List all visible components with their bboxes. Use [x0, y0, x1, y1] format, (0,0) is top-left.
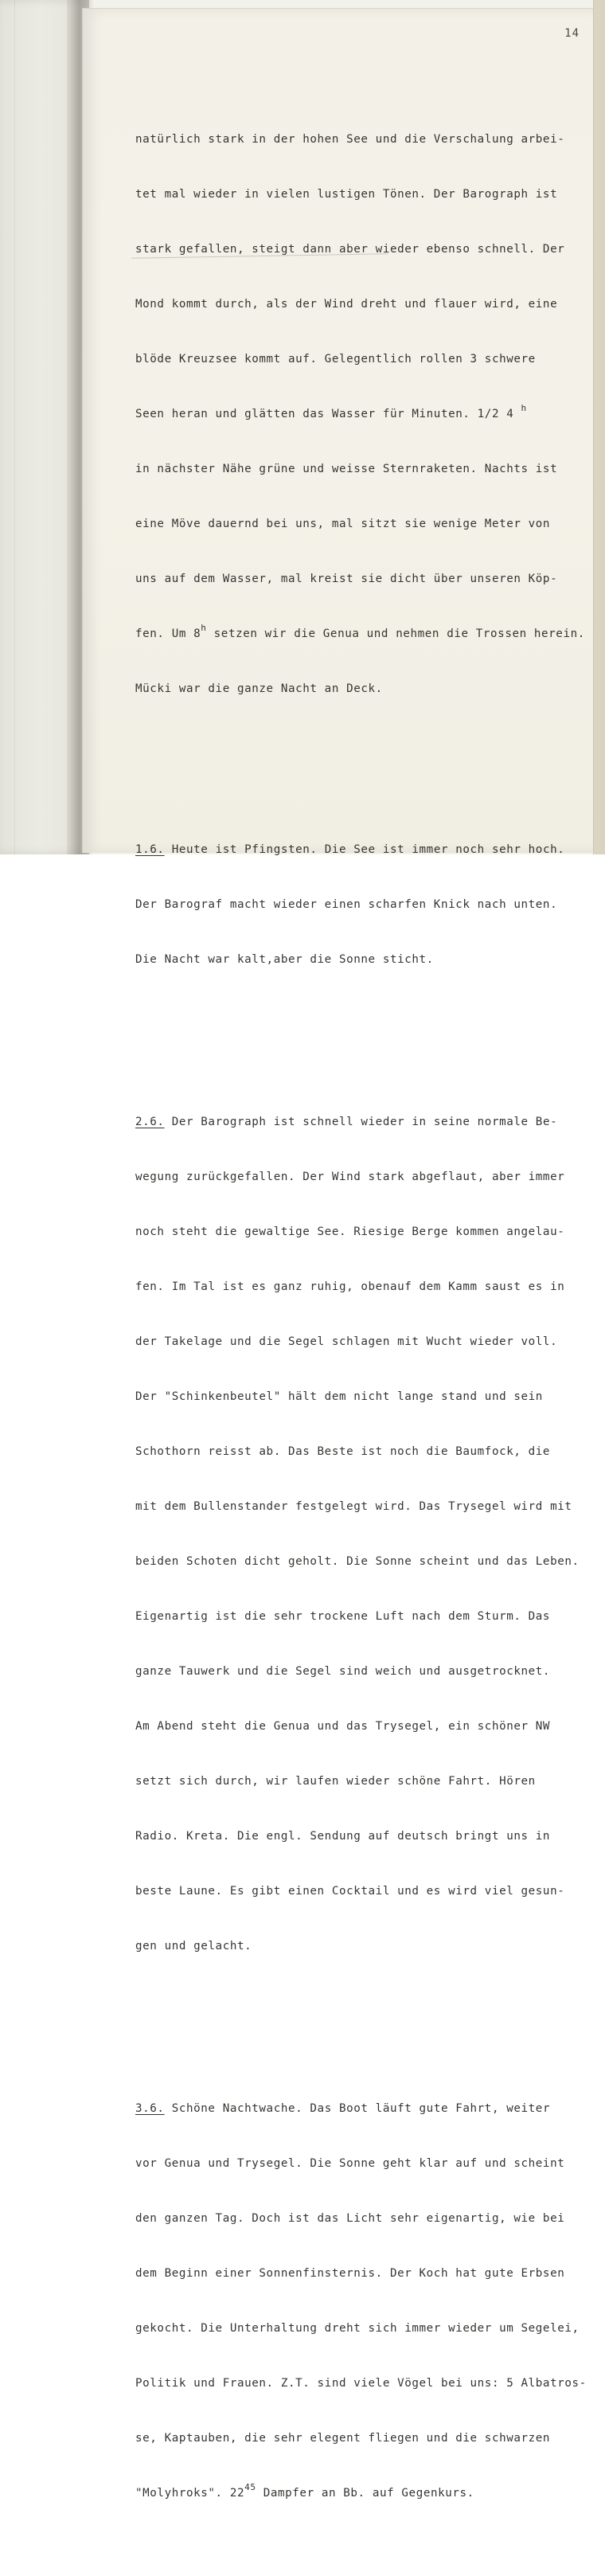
entry-first-line: [135, 2100, 581, 2118]
diary-entry-1-6: [135, 804, 581, 1006]
text-fragment: Dampfer an Bb. auf Gegenkurs.: [256, 2487, 474, 2500]
text-line: noch steht die gewaltige See. Riesige Berge kommen angelau-: [135, 1225, 565, 1238]
time-superscript: h: [201, 623, 207, 633]
text-line: ganze Tauwerk und die Segel sind weich und ausgetrocknet.: [135, 1665, 551, 1678]
text-line-with-superscript: [135, 623, 585, 643]
text-line: vor Genua und Trysegel. Die Sonne geht klar auf und scheint: [135, 2157, 565, 2170]
paragraph-continuation: [135, 94, 585, 735]
text-line-with-superscript: [135, 405, 581, 424]
text-line: dem Beginn einer Sonnenfinsternis. Der Koch hat gute Erbsen: [135, 2267, 565, 2280]
text-line: beiden Schoten dicht geholt. Die Sonne scheint und das Leben.: [135, 1555, 580, 1568]
text-line: uns auf dem Wasser, mal kreist sie dicht über unseren Köp-: [135, 573, 558, 585]
typewritten-text-block: [135, 57, 587, 2576]
text-line: stark gefallen, steigt dann aber wieder ebenso schnell. Der: [135, 243, 565, 256]
entry-first-line: [135, 841, 581, 859]
text-line: beste Laune. Es gibt einen Cocktail und es wird viel gesun-: [135, 1885, 565, 1898]
entry-date: 2.6.: [135, 1116, 165, 1128]
time-superscript: h: [521, 403, 527, 413]
text-line: den ganzen Tag. Doch ist das Licht sehr eigenartig, wie bei: [135, 2212, 565, 2225]
text-line: gekocht. Die Unterhaltung dreht sich immer wieder um Segelei,: [135, 2322, 580, 2335]
text-line: in nächster Nähe grüne und weisse Sternraketen. Nachts ist: [135, 463, 558, 475]
text-line: se, Kaptauben, die sehr elegent fliegen und die schwarzen: [135, 2432, 551, 2445]
time-superscript: 45: [244, 2482, 256, 2492]
text-line: Radio. Kreta. Die engl. Sendung auf deutsch bringt uns in: [135, 1830, 551, 1843]
page-number: 14: [564, 27, 580, 40]
text-fragment: setzen wir die Genua und nehmen die Trossen herein.: [206, 627, 585, 640]
text-line: mit dem Bullenstander festgelegt wird. Das Trysegel wird mit: [135, 1500, 572, 1513]
entry-date: 1.6.: [135, 843, 165, 856]
text-line-with-superscript: [135, 2484, 581, 2503]
text-line: blöde Kreuzsee kommt auf. Gelegentlich rollen 3 schwere: [135, 353, 536, 365]
text-fragment: fen. Um 8: [135, 627, 201, 640]
text-line: Der "Schinkenbeutel" hält dem nicht lange stand und sein: [135, 1390, 543, 1403]
text-fragment: Seen heran und glätten das Wasser für Minuten. 1/2 4: [135, 408, 514, 420]
text-fragment: "Molyhroks". 22: [135, 2487, 245, 2500]
entry-date: 3.6.: [135, 2102, 165, 2115]
entry-first-line: [135, 1113, 581, 1132]
text-line: Mücki war die ganze Nacht an Deck.: [135, 682, 383, 695]
text-fragment: Schöne Nachtwache. Das Boot läuft gute Fahrt, weiter: [164, 2102, 551, 2115]
text-fragment: Heute ist Pfingsten. Die See ist immer noch sehr hoch.: [164, 843, 565, 856]
text-line: Der Barograf macht wieder einen scharfen Knick nach unten.: [135, 898, 558, 911]
text-line: Am Abend steht die Genua und das Trysegel, ein schöner NW: [135, 1720, 551, 1733]
text-line: Die Nacht war kalt,aber die Sonne sticht.: [135, 953, 434, 966]
text-line: der Takelage und die Segel schlagen mit Wucht wieder voll.: [135, 1335, 558, 1348]
text-line: Schothorn reisst ab. Das Beste ist noch die Baumfock, die: [135, 1445, 551, 1458]
diary-entry-3-6: [135, 2063, 587, 2539]
text-line: Eigenartig ist die sehr trockene Luft nach dem Sturm. Das: [135, 1610, 551, 1623]
text-line: fen. Im Tal ist es ganz ruhig, obenauf dem Kamm saust es in: [135, 1280, 565, 1293]
diary-entry-2-6: [135, 1077, 581, 1992]
text-line: setzt sich durch, wir laufen wieder schöne Fahrt. Hören: [135, 1775, 536, 1788]
text-line: Mond kommt durch, als der Wind dreht und flauer wird, eine: [135, 298, 558, 311]
text-line: gen und gelacht.: [135, 1940, 252, 1953]
text-line: wegung zurückgefallen. Der Wind stark abgeflaut, aber immer: [135, 1171, 565, 1183]
text-fragment: Der Barograph ist schnell wieder in seine normale Be-: [164, 1116, 558, 1128]
text-line: Politik und Frauen. Z.T. sind viele Vögel bei uns: 5 Albatros-: [135, 2377, 587, 2390]
text-line: tet mal wieder in vielen lustigen Tönen. Der Barograph ist: [135, 188, 558, 201]
right-page-edge: [593, 0, 605, 854]
text-line: natürlich stark in der hohen See und die Verschalung arbei-: [135, 133, 565, 146]
text-line: eine Möve dauernd bei uns, mal sitzt sie wenige Meter von: [135, 518, 551, 530]
